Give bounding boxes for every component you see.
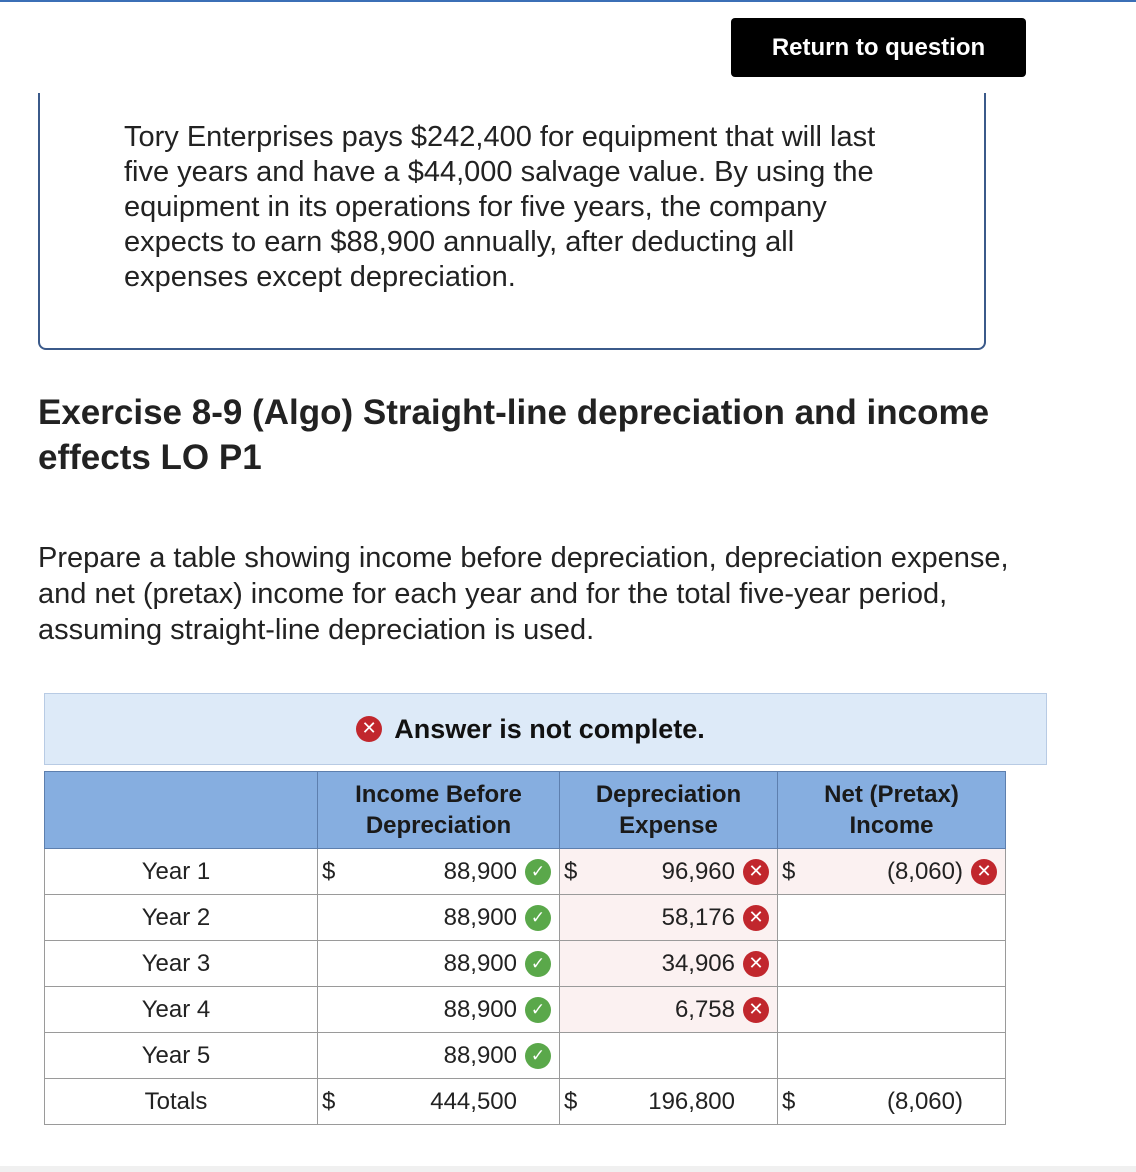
x-circle-icon: ✕ <box>743 905 769 931</box>
table-row <box>45 849 1006 895</box>
currency-symbol: $ <box>322 857 336 885</box>
x-circle-icon: ✕ <box>971 859 997 885</box>
exercise-title: Exercise 8-9 (Algo) Straight-line depreciation and income effects LO P1 <box>38 393 990 477</box>
row-label: Year 1 <box>45 849 318 895</box>
depreciation-value: 6,758 <box>674 995 735 1023</box>
income-cell[interactable] <box>318 895 560 941</box>
x-circle-icon: ✕ <box>743 997 769 1023</box>
income-value: 88,900 <box>443 903 517 931</box>
depreciation-value: 196,800 <box>648 1087 735 1115</box>
totals-row <box>45 1079 1006 1125</box>
net-value: (8,060) <box>886 1087 963 1115</box>
depreciation-cell <box>560 1079 778 1125</box>
x-circle-icon: ✕ <box>743 859 769 885</box>
depreciation-cell[interactable] <box>560 1033 778 1079</box>
income-cell[interactable] <box>318 849 560 895</box>
currency-symbol: $ <box>322 1087 336 1115</box>
income-value: 88,900 <box>443 949 517 977</box>
net-cell[interactable] <box>778 1033 1006 1079</box>
depreciation-cell[interactable] <box>560 987 778 1033</box>
row-label: Year 2 <box>45 895 318 941</box>
bottom-rule <box>0 1166 1136 1172</box>
depreciation-cell[interactable] <box>560 941 778 987</box>
top-rule <box>0 0 1136 2</box>
table-row <box>45 895 1006 941</box>
table-header-row <box>45 772 1006 849</box>
check-icon: ✓ <box>525 951 551 977</box>
net-cell <box>778 1079 1006 1125</box>
depreciation-cell[interactable] <box>560 895 778 941</box>
return-to-question-button[interactable]: Return to question <box>731 18 1026 77</box>
depreciation-value: 58,176 <box>661 903 735 931</box>
net-cell[interactable] <box>778 895 1006 941</box>
income-cell[interactable] <box>318 987 560 1033</box>
row-label: Year 4 <box>45 987 318 1033</box>
row-label: Year 3 <box>45 941 318 987</box>
income-value: 88,900 <box>443 1041 517 1069</box>
check-icon: ✓ <box>525 997 551 1023</box>
income-value: 88,900 <box>443 857 517 885</box>
row-label: Year 5 <box>45 1033 318 1079</box>
answer-status-text: Answer is not complete. <box>394 713 705 744</box>
currency-symbol: $ <box>782 1087 796 1115</box>
exercise-instructions: Prepare a table showing income before depreciation, depreciation expense, and net (pretax) income for each year and for the total five-year period, assuming straight-line depreciation is used. <box>38 542 1009 646</box>
net-cell[interactable] <box>778 849 1006 895</box>
net-cell[interactable] <box>778 987 1006 1033</box>
check-icon: ✓ <box>525 1043 551 1069</box>
x-circle-icon: ✕ <box>356 716 382 742</box>
depreciation-table <box>44 771 1006 1125</box>
currency-symbol: $ <box>782 857 796 885</box>
depreciation-value: 34,906 <box>661 949 735 977</box>
income-cell[interactable] <box>318 941 560 987</box>
header-net-pretax-income: Net (Pretax) Income <box>778 772 1006 849</box>
table-row <box>45 941 1006 987</box>
totals-label: Totals <box>45 1079 318 1125</box>
income-value: 444,500 <box>430 1087 517 1115</box>
header-blank <box>45 772 318 849</box>
income-value: 88,900 <box>443 995 517 1023</box>
header-depreciation-expense: Depreciation Expense <box>560 772 778 849</box>
income-cell <box>318 1079 560 1125</box>
check-icon: ✓ <box>525 859 551 885</box>
net-value: (8,060) <box>886 857 963 885</box>
currency-symbol: $ <box>564 857 578 885</box>
table-row <box>45 987 1006 1033</box>
answer-status-banner <box>44 693 1047 765</box>
depreciation-value: 96,960 <box>661 857 735 885</box>
check-icon: ✓ <box>525 905 551 931</box>
income-cell[interactable] <box>318 1033 560 1079</box>
problem-statement-text: Tory Enterprises pays $242,400 for equipment that will last five years and have a $44,000 salvage value. By using the equipment in its operations for five years, the company expects to earn $88,900 annually, after deducting all expenses except depreciation. <box>124 121 876 293</box>
depreciation-cell[interactable] <box>560 849 778 895</box>
table-row <box>45 1033 1006 1079</box>
header-income-before-depreciation: Income Before Depreciation <box>318 772 560 849</box>
currency-symbol: $ <box>564 1087 578 1115</box>
x-circle-icon: ✕ <box>743 951 769 977</box>
net-cell[interactable] <box>778 941 1006 987</box>
